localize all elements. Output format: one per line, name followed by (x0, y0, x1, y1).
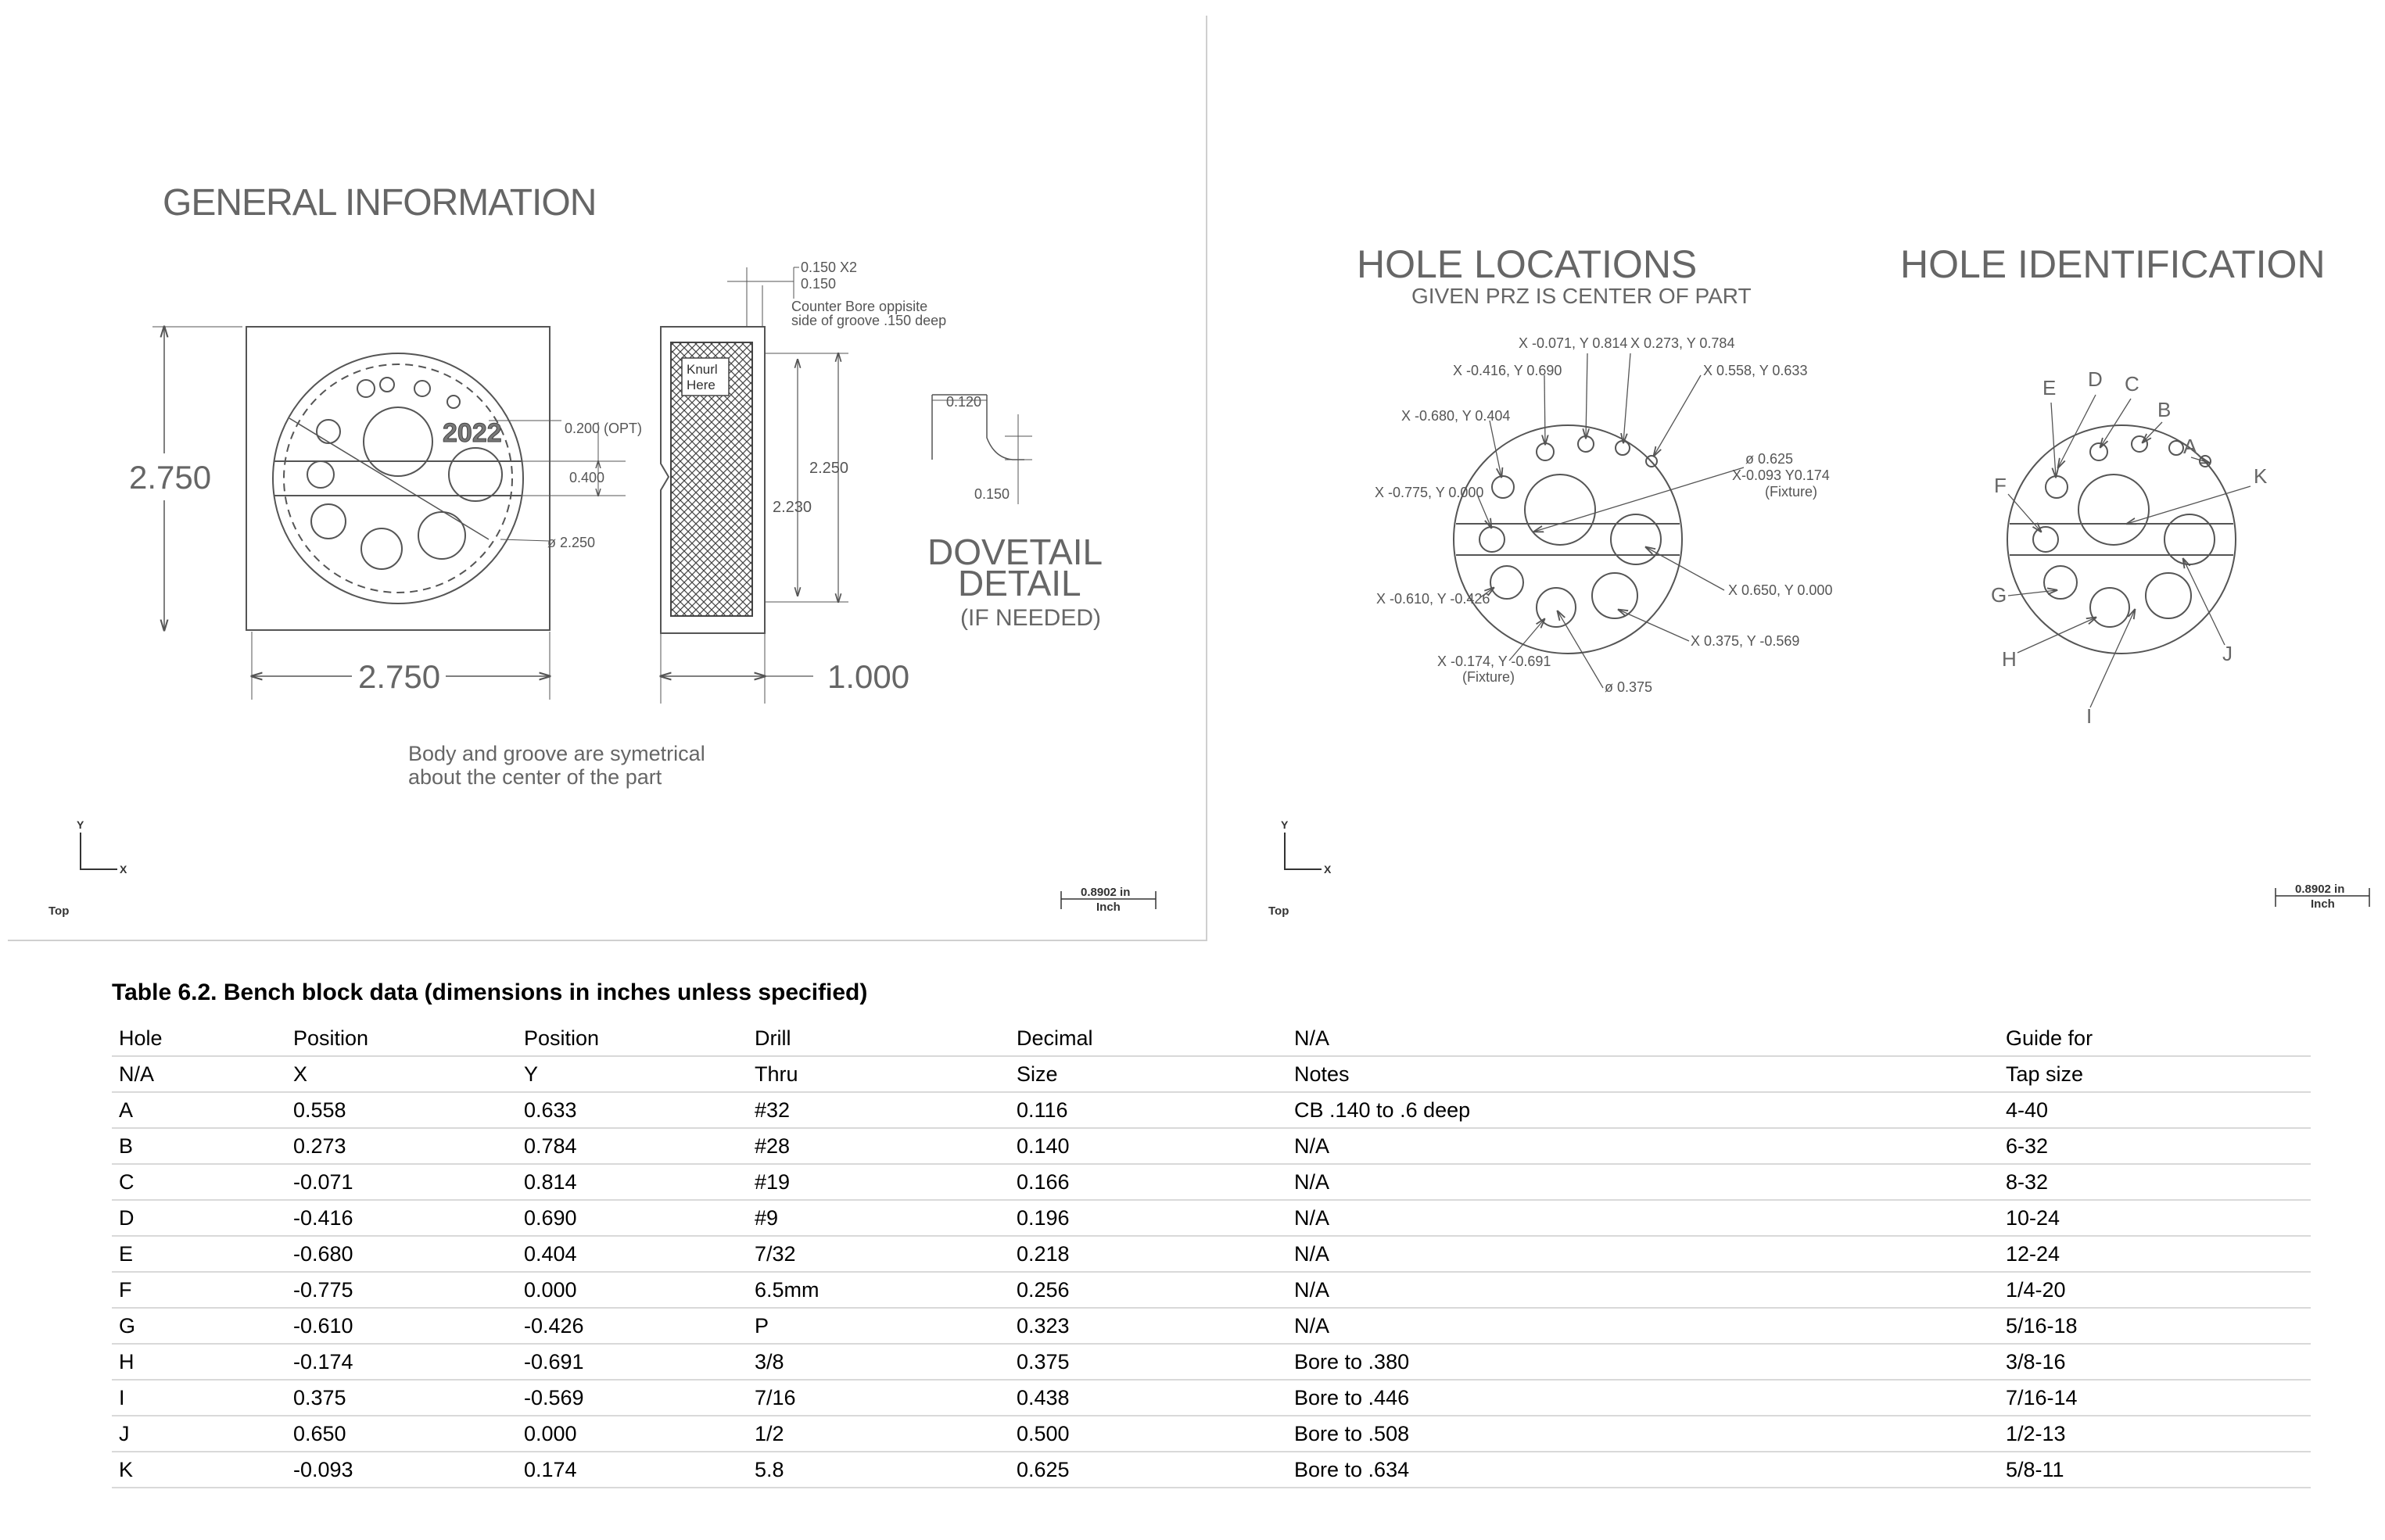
knurl-label-1: Knurl (687, 362, 718, 377)
cell-hole: C (112, 1164, 286, 1200)
cell-position-x: -0.093 (286, 1452, 517, 1488)
cell-position-y: Y (517, 1056, 748, 1092)
cell-drill-thru: #28 (748, 1128, 1010, 1164)
cell-position-x: -0.416 (286, 1200, 517, 1236)
cell-position-y: -0.569 (517, 1380, 748, 1416)
dimension-height: 2.750 (129, 459, 212, 496)
callout-f: X -0.775, Y 0.000 (1375, 485, 1484, 500)
dovetail-label-2: DETAIL (958, 563, 1081, 603)
dovetail-dim-0150: 0.150 (974, 486, 1010, 502)
callout-e: X -0.680, Y 0.404 (1401, 408, 1511, 424)
view-label: Top (48, 904, 70, 918)
dovetail-label-1: DOVETAIL (927, 532, 1103, 572)
cell-decimal-size: 0.625 (1010, 1452, 1287, 1488)
cell-decimal-size: 0.375 (1010, 1344, 1287, 1380)
scale-unit-right: Inch (2311, 897, 2335, 911)
cell-drill-thru: 3/8 (748, 1344, 1010, 1380)
hole-letter-a: A (2183, 435, 2197, 458)
front-view-outline (246, 327, 550, 630)
hole-identification-title: HOLE IDENTIFICATION (1900, 242, 2326, 286)
cell-position-x: -0.680 (286, 1236, 517, 1272)
hole-letter-b: B (2157, 398, 2172, 421)
cell-decimal-size: 0.166 (1010, 1164, 1287, 1200)
cell-tap-size: 12-24 (1999, 1236, 2311, 1272)
cell-tap-size: 4-40 (1999, 1092, 2311, 1128)
callout-a: X 0.558, Y 0.633 (1703, 363, 1808, 378)
cell-drill-thru: #19 (748, 1164, 1010, 1200)
callout-diameter-0375: ø 0.375 (1605, 679, 1653, 695)
cell-hole: F (112, 1272, 286, 1308)
cell-drill-thru: Thru (748, 1056, 1010, 1092)
counterbore-note-1: Counter Bore oppisite (791, 299, 928, 314)
cell-hole: Hole (112, 1021, 286, 1056)
callout-j: X 0.650, Y 0.000 (1728, 582, 1833, 598)
cell-position-y: 0.784 (517, 1128, 748, 1164)
cell-position-x: 0.650 (286, 1416, 517, 1452)
table-row (112, 1416, 2311, 1452)
cell-position-x: 0.273 (286, 1128, 517, 1164)
cell-position-y: -0.691 (517, 1344, 748, 1380)
cell-hole: N/A (112, 1056, 286, 1092)
cell-notes: N/A (1287, 1272, 1999, 1308)
table-row (112, 1380, 2311, 1416)
cell-notes: N/A (1287, 1308, 1999, 1344)
table-row (112, 1344, 2311, 1380)
engraving-2022: 2022 (443, 418, 502, 448)
cell-position-x: -0.174 (286, 1344, 517, 1380)
cell-position-x: -0.610 (286, 1308, 517, 1344)
dimension-opt: 0.200 (OPT) (565, 421, 643, 436)
cell-hole: I (112, 1380, 286, 1416)
hole-letter-g: G (1991, 583, 2007, 607)
hole-letter-d: D (2088, 367, 2103, 391)
table-row (112, 1272, 2311, 1308)
cell-decimal-size: 0.256 (1010, 1272, 1287, 1308)
cell-position-y: 0.814 (517, 1164, 748, 1200)
dimension-0400: 0.400 (569, 470, 605, 485)
table-row (112, 1200, 2311, 1236)
symmetry-note-1: Body and groove are symetrical (408, 742, 705, 765)
cell-drill-thru: #9 (748, 1200, 1010, 1236)
callout-0150: 0.150 (801, 276, 837, 292)
cell-notes: Bore to .446 (1287, 1380, 1999, 1416)
cell-notes: N/A (1287, 1021, 1999, 1056)
callout-h: X -0.174, Y -0.691 (1437, 654, 1551, 669)
general-information-drawing (8, 16, 1207, 941)
table-row (112, 1164, 2311, 1200)
table-caption: Table 6.2. Bench block data (dimensions in inches unless specified) (112, 980, 868, 1005)
cell-drill-thru: 7/16 (748, 1380, 1010, 1416)
cell-drill-thru: 1/2 (748, 1416, 1010, 1452)
cell-position-x: 0.375 (286, 1380, 517, 1416)
table-header-row (112, 1021, 2311, 1056)
cell-decimal-size: 0.438 (1010, 1380, 1287, 1416)
cell-position-x: X (286, 1056, 517, 1092)
cell-position-y: 0.000 (517, 1416, 748, 1452)
cell-position-x: 0.558 (286, 1092, 517, 1128)
cell-tap-size: Guide for (1999, 1021, 2311, 1056)
callout-g: X -0.610, Y -0.426 (1376, 591, 1490, 607)
callout-d: X -0.416, Y 0.690 (1453, 363, 1562, 378)
hole-letter-f: F (1994, 474, 2007, 497)
axis-indicator (81, 833, 117, 869)
table-row (112, 1308, 2311, 1344)
cell-tap-size: 7/16-14 (1999, 1380, 2311, 1416)
cell-decimal-size: Size (1010, 1056, 1287, 1092)
dovetail-dim-0120: 0.120 (946, 394, 982, 410)
hole-locations-title: HOLE LOCATIONS (1357, 242, 1698, 286)
part-outer-circle (273, 353, 523, 603)
cell-decimal-size: Decimal (1010, 1021, 1287, 1056)
table-row (112, 1452, 2311, 1488)
cell-tap-size: 3/8-16 (1999, 1344, 2311, 1380)
cell-tap-size: 10-24 (1999, 1200, 2311, 1236)
table-row (112, 1128, 2311, 1164)
axis-indicator-right (1285, 833, 1322, 869)
hole-letter-i: I (2086, 704, 2093, 728)
hole-locations-subtitle: GIVEN PRZ IS CENTER OF PART (1411, 284, 1752, 308)
hole-letter-c: C (2125, 372, 2139, 396)
cell-decimal-size: 0.500 (1010, 1416, 1287, 1452)
callout-h-fixture: (Fixture) (1462, 669, 1515, 685)
cell-tap-size: Tap size (1999, 1056, 2311, 1092)
cell-tap-size: 5/16-18 (1999, 1308, 2311, 1344)
cell-notes: Bore to .508 (1287, 1416, 1999, 1452)
callout-k-position: X-0.093 Y0.174 (1732, 467, 1830, 483)
scale-value: 0.8902 in (1081, 886, 1131, 899)
cell-tap-size: 6-32 (1999, 1128, 2311, 1164)
table-header-row (112, 1056, 2311, 1092)
cell-tap-size: 8-32 (1999, 1164, 2311, 1200)
cell-drill-thru: #32 (748, 1092, 1010, 1128)
callout-b: X 0.273, Y 0.784 (1630, 335, 1735, 351)
callout-0150-x2: 0.150 X2 (801, 260, 858, 275)
symmetry-note-2: about the center of the part (408, 765, 662, 789)
scale-unit: Inch (1096, 901, 1121, 914)
cell-position-y: -0.426 (517, 1308, 748, 1344)
cell-position-y: Position (517, 1021, 748, 1056)
dimension-thickness: 1.000 (827, 658, 910, 695)
cell-decimal-size: 0.116 (1010, 1092, 1287, 1128)
callout-c: X -0.071, Y 0.814 (1519, 335, 1628, 351)
cell-notes: N/A (1287, 1236, 1999, 1272)
cell-decimal-size: 0.140 (1010, 1128, 1287, 1164)
cell-decimal-size: 0.323 (1010, 1308, 1287, 1344)
cell-tap-size: 1/4-20 (1999, 1272, 2311, 1308)
cell-notes: Bore to .380 (1287, 1344, 1999, 1380)
cell-decimal-size: 0.218 (1010, 1236, 1287, 1272)
cell-position-y: 0.174 (517, 1452, 748, 1488)
table-row (112, 1236, 2311, 1272)
axis-x-label: X (120, 863, 127, 876)
diameter-2250: ø 2.250 (547, 535, 596, 550)
hole-letter-j: J (2222, 642, 2233, 665)
callout-i: X 0.375, Y -0.569 (1691, 633, 1800, 649)
knurl-label-2: Here (687, 378, 716, 392)
axis-x-label-right: X (1324, 863, 1332, 876)
cell-decimal-size: 0.196 (1010, 1200, 1287, 1236)
cell-position-y: 0.404 (517, 1236, 748, 1272)
cell-tap-size: 1/2-13 (1999, 1416, 2311, 1452)
cell-hole: E (112, 1236, 286, 1272)
cell-hole: B (112, 1128, 286, 1164)
cell-position-y: 0.000 (517, 1272, 748, 1308)
axis-y-label: Y (77, 818, 84, 831)
hole-locations-part (1454, 425, 1682, 654)
dimension-2250: 2.250 (809, 460, 849, 477)
cell-notes: Bore to .634 (1287, 1452, 1999, 1488)
cell-notes: CB .140 to .6 deep (1287, 1092, 1999, 1128)
cell-hole: D (112, 1200, 286, 1236)
callout-k-diameter: ø 0.625 (1745, 451, 1794, 467)
cell-drill-thru: Drill (748, 1021, 1010, 1056)
counterbore-note-2: side of groove .150 deep (791, 313, 947, 328)
cell-drill-thru: 5.8 (748, 1452, 1010, 1488)
view-label-right: Top (1268, 904, 1289, 918)
bench-block-table (112, 1021, 2311, 1488)
cell-position-y: 0.633 (517, 1092, 748, 1128)
dimension-width: 2.750 (358, 658, 441, 695)
hole-locations-drawing (1236, 16, 2385, 940)
bolt-circle-dashed (284, 364, 512, 593)
dovetail-label-3: (IF NEEDED) (960, 605, 1101, 631)
cell-hole: K (112, 1452, 286, 1488)
cell-drill-thru: 7/32 (748, 1236, 1010, 1272)
cell-hole: H (112, 1344, 286, 1380)
cell-tap-size: 5/8-11 (1999, 1452, 2311, 1488)
scale-value-right: 0.8902 in (2295, 883, 2345, 896)
hole-letter-e: E (2042, 376, 2057, 399)
cell-hole: A (112, 1092, 286, 1128)
cell-position-x: -0.071 (286, 1164, 517, 1200)
hole-letter-k: K (2254, 464, 2268, 488)
callout-k-fixture: (Fixture) (1765, 484, 1817, 500)
axis-y-label-right: Y (1281, 818, 1289, 831)
cell-notes: N/A (1287, 1164, 1999, 1200)
cell-position-x: Position (286, 1021, 517, 1056)
cell-notes: N/A (1287, 1128, 1999, 1164)
hole-letter-h: H (2002, 647, 2017, 671)
cell-notes: Notes (1287, 1056, 1999, 1092)
dimension-2230: 2.230 (773, 499, 812, 516)
cell-drill-thru: 6.5mm (748, 1272, 1010, 1308)
cell-position-x: -0.775 (286, 1272, 517, 1308)
cell-hole: J (112, 1416, 286, 1452)
hole-identification-part (2007, 425, 2236, 654)
cell-hole: G (112, 1308, 286, 1344)
cell-notes: N/A (1287, 1200, 1999, 1236)
table-row (112, 1092, 2311, 1128)
general-information-title: GENERAL INFORMATION (163, 182, 597, 224)
cell-drill-thru: P (748, 1308, 1010, 1344)
cell-position-y: 0.690 (517, 1200, 748, 1236)
